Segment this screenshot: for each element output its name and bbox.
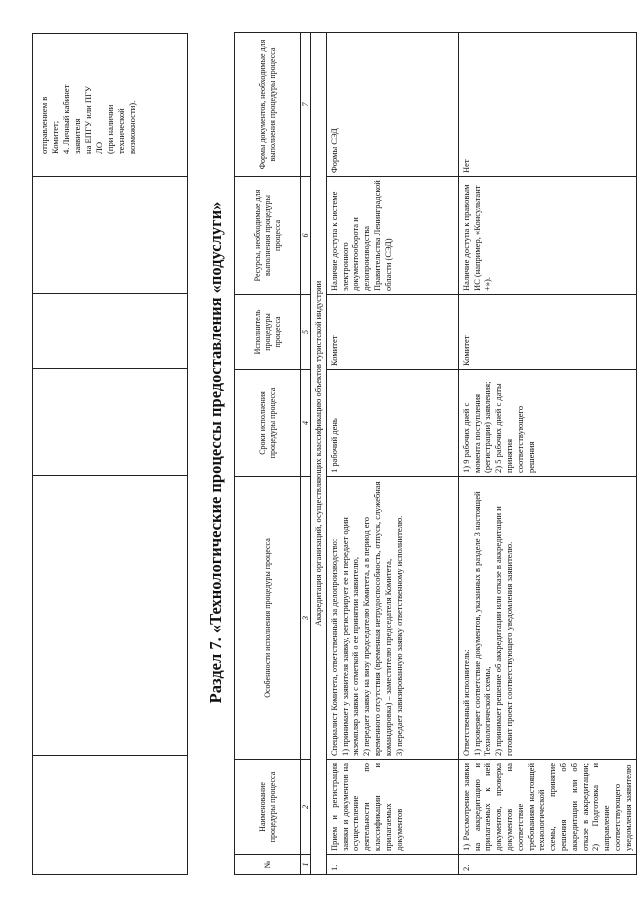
column-number: 4: [301, 370, 311, 477]
header-row: [235, 33, 301, 875]
header-features: Особенности исполнения процедуры процесса: [235, 477, 301, 760]
row-number: 1.: [326, 855, 458, 875]
procedure-name: 1) Рассмотрение заявки на аккредитацию и прилагаемых к ней документов, проверка документов на соответствие требованиям настоящей технологической схемы, принятие решения об аккредитации или об отказе в аккредитации; 2) Подготовка и направление соответствующего уведомления заявителю: [458, 760, 636, 855]
process-table-wrapper: [234, 33, 637, 875]
column-divider: [33, 755, 187, 756]
procedure-forms: Нет: [458, 33, 636, 177]
section-row: [311, 33, 327, 875]
feature-line: Ответственный исполнитель:: [460, 649, 471, 756]
term-line: 2) 5 рабочих дней с даты принятия соответствующего решения: [493, 383, 536, 473]
header-resources: Ресурсы, необходимые для выполнения процедуры процесса: [235, 177, 301, 295]
fragment-line: технической: [116, 108, 126, 154]
feature-line: 3) передает завизированную заявку ответственному исполнителю.: [393, 515, 404, 756]
header-terms: Сроки исполнения процедуры процесса: [235, 370, 301, 477]
column-divider: [33, 475, 187, 476]
fragment-line: отправлением в: [39, 96, 49, 154]
fragment-line: 4. Личный кабинет: [61, 84, 71, 154]
fragment-line: (при наличии: [105, 104, 115, 154]
column-number: 6: [301, 177, 311, 295]
column-divider: [33, 176, 187, 177]
fragment-line: заявителя: [72, 118, 82, 154]
column-number-row: [301, 33, 311, 875]
feature-line: 1) проверяет соответствие документов, указанных в разделе 3 настоящей Технологической схемы,: [471, 491, 493, 756]
term-line: 1) 9 рабочих дней с момента поступления (регистрации) заявления;: [460, 381, 493, 473]
feature-line: 2) передает заявку на визу председателю Комитета, а в период его временного отсутствия (временная нетрудоспособность, отпуск, служебная командировка) – заместителю председателя Комитета,: [361, 481, 393, 756]
column-number: 2: [301, 760, 311, 855]
fragment-line: Комитет;: [50, 120, 60, 154]
fragment-text: [39, 82, 138, 154]
procedure-name: Прием и регистрация заявки и документов на осуществление деятельности по классификации и прилагаемых документов: [326, 760, 458, 855]
procedure-resources: Наличие доступа к правовым ИС (например, «Консультант +»).: [458, 177, 636, 295]
feature-line: Специалист Комитета, ответственный за делопроизводство:: [328, 538, 339, 756]
rotated-page: [20, 15, 633, 890]
section-row-text: Аккредитация организаций, осуществляющих классификацию объектов туристской индустрии: [311, 33, 327, 875]
column-divider: [33, 368, 187, 369]
procedure-features: [326, 477, 458, 760]
column-divider: [33, 293, 187, 294]
procedure-executor: Комитет: [326, 295, 458, 370]
process-table: [234, 32, 637, 875]
table-row: [458, 33, 636, 875]
section-title: Раздел 7. «Технологические процессы предоставления «подуслуги»: [206, 201, 225, 704]
feature-line: 1) принимает у заявителя заявку, регистрирует ее и передает один экземпляр заявки с отметкой о ее принятии заявителю,: [339, 517, 361, 756]
procedure-forms: Формы СЭД: [326, 33, 458, 177]
column-number: 3: [301, 477, 311, 760]
column-number: 7: [301, 33, 311, 177]
header-procedure-name: Наименование процедуры процесса: [235, 760, 301, 855]
continued-table-fragment: [32, 33, 188, 875]
header-forms: Формы документов, необходимые для выполнения процедуры процесса: [235, 33, 301, 177]
column-number: 1: [301, 855, 311, 875]
row-number: 2.: [458, 855, 636, 875]
column-number: 5: [301, 295, 311, 370]
header-number: №: [235, 855, 301, 875]
procedure-resources: Наличие доступа к системе электронного документооборота и делопроизводства Правительства Ленинградской области (СЭД): [326, 177, 458, 295]
fragment-line: возможности).: [127, 100, 137, 154]
table-row: [326, 33, 458, 875]
feature-line: 2) принимает решение об аккредитации или отказе в аккредитации и готовит проект соответствующего уведомления заявителю.: [493, 506, 514, 756]
header-executor: Исполнитель процедуры процесса: [235, 295, 301, 370]
procedure-term: [458, 370, 636, 477]
procedure-term: 1 рабочий день: [326, 370, 458, 477]
procedure-executor: Комитет: [458, 295, 636, 370]
procedure-features: [458, 477, 636, 760]
fragment-line: на ЕПГУ или ПГУ ЛО: [83, 85, 104, 154]
